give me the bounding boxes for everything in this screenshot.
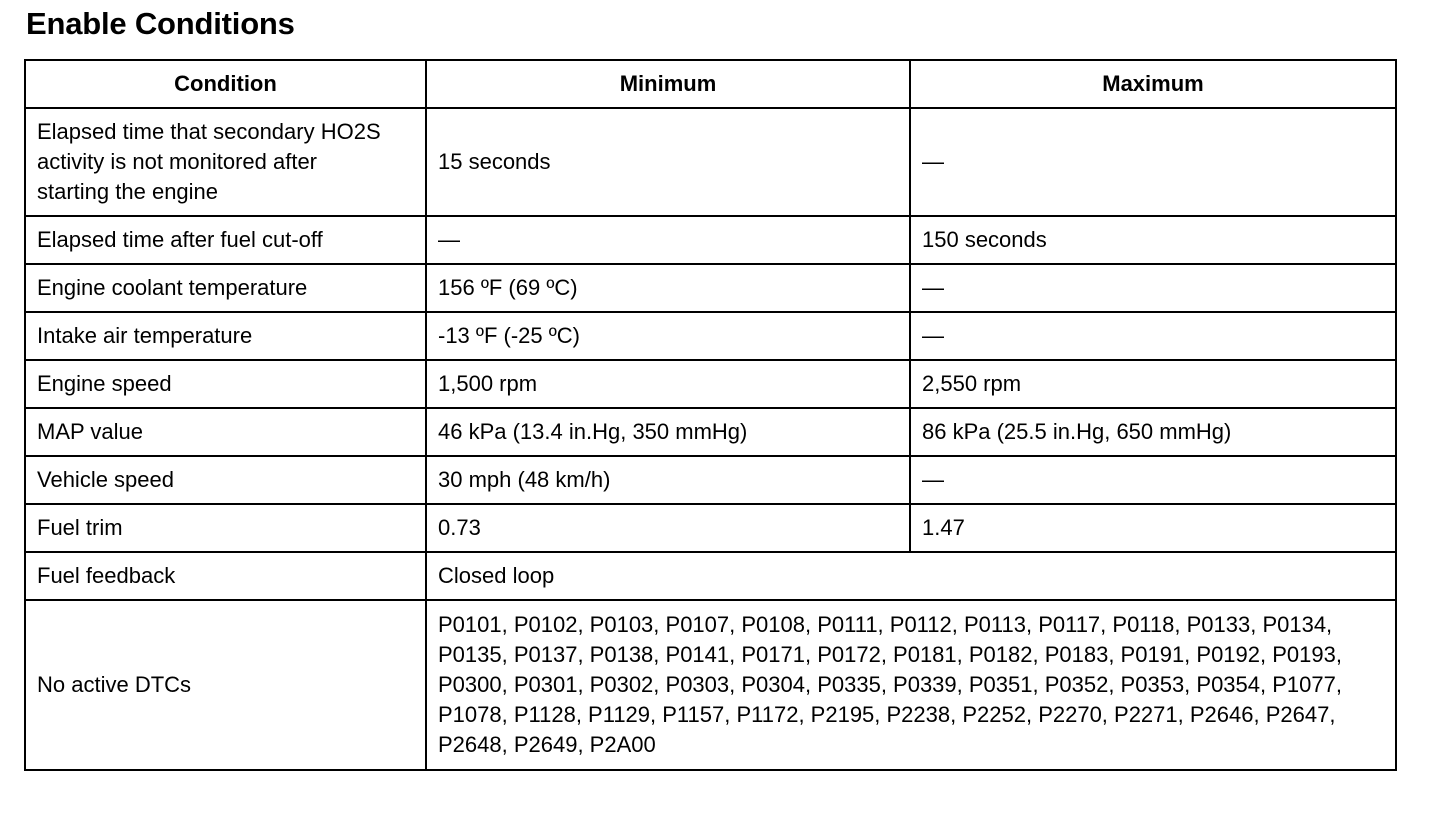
maximum-cell: — xyxy=(910,108,1396,216)
condition-cell: Vehicle speed xyxy=(25,456,426,504)
table-row xyxy=(25,360,1396,408)
column-header-maximum: Maximum xyxy=(910,60,1396,108)
maximum-cell: 150 seconds xyxy=(910,216,1396,264)
maximum-cell: — xyxy=(910,312,1396,360)
maximum-cell: 1.47 xyxy=(910,504,1396,552)
minimum-cell: -13 ºF (-25 ºC) xyxy=(426,312,910,360)
minimum-cell: 15 seconds xyxy=(426,108,910,216)
condition-cell: Engine coolant temperature xyxy=(25,264,426,312)
condition-cell: Elapsed time after fuel cut-off xyxy=(25,216,426,264)
minimum-cell: 30 mph (48 km/h) xyxy=(426,456,910,504)
table-row xyxy=(25,264,1396,312)
condition-cell: Intake air temperature xyxy=(25,312,426,360)
minimum-cell: 156 ºF (69 ºC) xyxy=(426,264,910,312)
dtc-list-cell: P0101, P0102, P0103, P0107, P0108, P0111, P0112, P0113, P0117, P0118, P0133, P0134, P0135, P0137, P0138, P0141, P0171, P0172, P0181, P0182, P0183, P0191, P0192, P0193, P0300, P0301, P0302, P0303, P0304, P0335, P0339, P0351, P0352, P0353, P0354, P1077, P1078, P1128, P1129, P1157, P1172, P2195, P2238, P2252, P2270, P2271, P2646, P2647, P2648, P2649, P2A00 xyxy=(426,600,1396,770)
condition-cell: No active DTCs xyxy=(25,600,426,770)
table-row xyxy=(25,408,1396,456)
table-row xyxy=(25,216,1396,264)
minimum-cell: 1,500 rpm xyxy=(426,360,910,408)
minimum-cell: 46 kPa (13.4 in.Hg, 350 mmHg) xyxy=(426,408,910,456)
table-row xyxy=(25,600,1396,770)
maximum-cell: 2,550 rpm xyxy=(910,360,1396,408)
condition-cell: Engine speed xyxy=(25,360,426,408)
maximum-cell: — xyxy=(910,456,1396,504)
condition-cell: Elapsed time that secondary HO2S activity is not monitored after starting the engine xyxy=(25,108,426,216)
table-row xyxy=(25,312,1396,360)
table-row xyxy=(25,552,1396,600)
column-header-condition: Condition xyxy=(25,60,426,108)
minimum-cell: 0.73 xyxy=(426,504,910,552)
enable-conditions-table xyxy=(24,59,1397,771)
page-title: Enable Conditions xyxy=(26,6,295,41)
table-row xyxy=(25,108,1396,216)
table-row xyxy=(25,504,1396,552)
table-header-row xyxy=(25,60,1396,108)
value-cell: Closed loop xyxy=(426,552,1396,600)
table-row xyxy=(25,456,1396,504)
minimum-cell: — xyxy=(426,216,910,264)
condition-cell: Fuel trim xyxy=(25,504,426,552)
maximum-cell: 86 kPa (25.5 in.Hg, 650 mmHg) xyxy=(910,408,1396,456)
column-header-minimum: Minimum xyxy=(426,60,910,108)
condition-cell: MAP value xyxy=(25,408,426,456)
condition-cell: Fuel feedback xyxy=(25,552,426,600)
maximum-cell: — xyxy=(910,264,1396,312)
